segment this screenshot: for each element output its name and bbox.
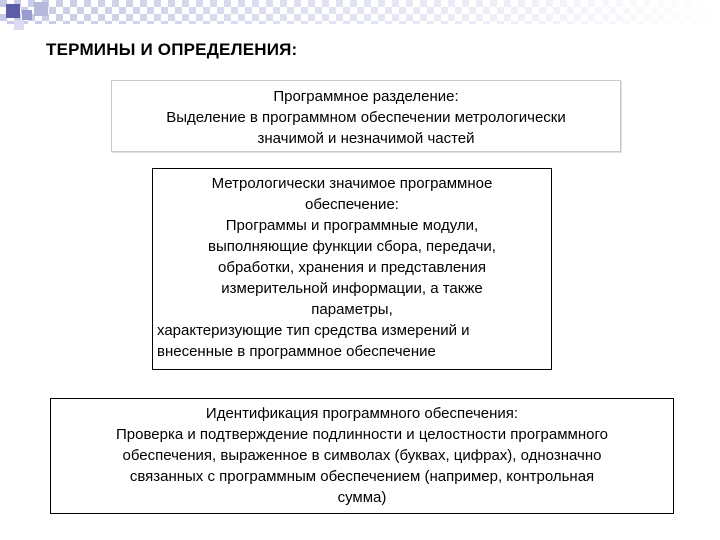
definition-text-line: Проверка и подтверждение подлинности и целостности программного bbox=[116, 426, 608, 443]
decorative-header-pattern bbox=[0, 0, 720, 36]
page-title: ТЕРМИНЫ И ОПРЕДЕЛЕНИЯ: bbox=[46, 40, 298, 59]
deco-square-2 bbox=[22, 10, 32, 20]
definition-text-line: внесенные в программное обеспечение bbox=[157, 343, 436, 360]
definition-text-line: обработки, хранения и представления bbox=[218, 259, 486, 276]
definition-box-software-identification bbox=[50, 398, 674, 514]
definition-text-line: сумма) bbox=[337, 489, 387, 506]
definition-text-line: значимой и незначимой частей bbox=[257, 130, 475, 147]
definition-term: Программное разделение: bbox=[273, 88, 459, 105]
definition-text-line: измерительной информации, а также bbox=[221, 280, 483, 297]
definition-text-line: характеризующие тип средства измерений и bbox=[157, 322, 470, 339]
definition-term: Метрологически значимое программное bbox=[211, 175, 493, 192]
definition-term: Идентификация программного обеспечения: bbox=[205, 405, 519, 422]
definition-text-line: Выделение в программном обеспечении метрологически bbox=[166, 109, 566, 126]
definition-text-line: выполняющие функции сбора, передачи, bbox=[208, 238, 496, 255]
definition-box-software-separation bbox=[111, 80, 621, 152]
deco-square-4 bbox=[14, 20, 24, 30]
deco-square-3 bbox=[34, 2, 48, 16]
definition-text-line: обеспечения, выраженное в символах (буквах, цифрах), однозначно bbox=[122, 447, 602, 464]
definition-text-line: параметры, bbox=[311, 301, 393, 318]
definition-text-line: Программы и программные модули, bbox=[225, 217, 479, 234]
definition-term: обеспечение: bbox=[305, 196, 399, 213]
definition-box-metrologically-significant-software bbox=[152, 168, 552, 370]
deco-square-1 bbox=[6, 4, 20, 18]
definition-text-line: связанных с программным обеспечением (например, контрольная bbox=[129, 468, 595, 485]
